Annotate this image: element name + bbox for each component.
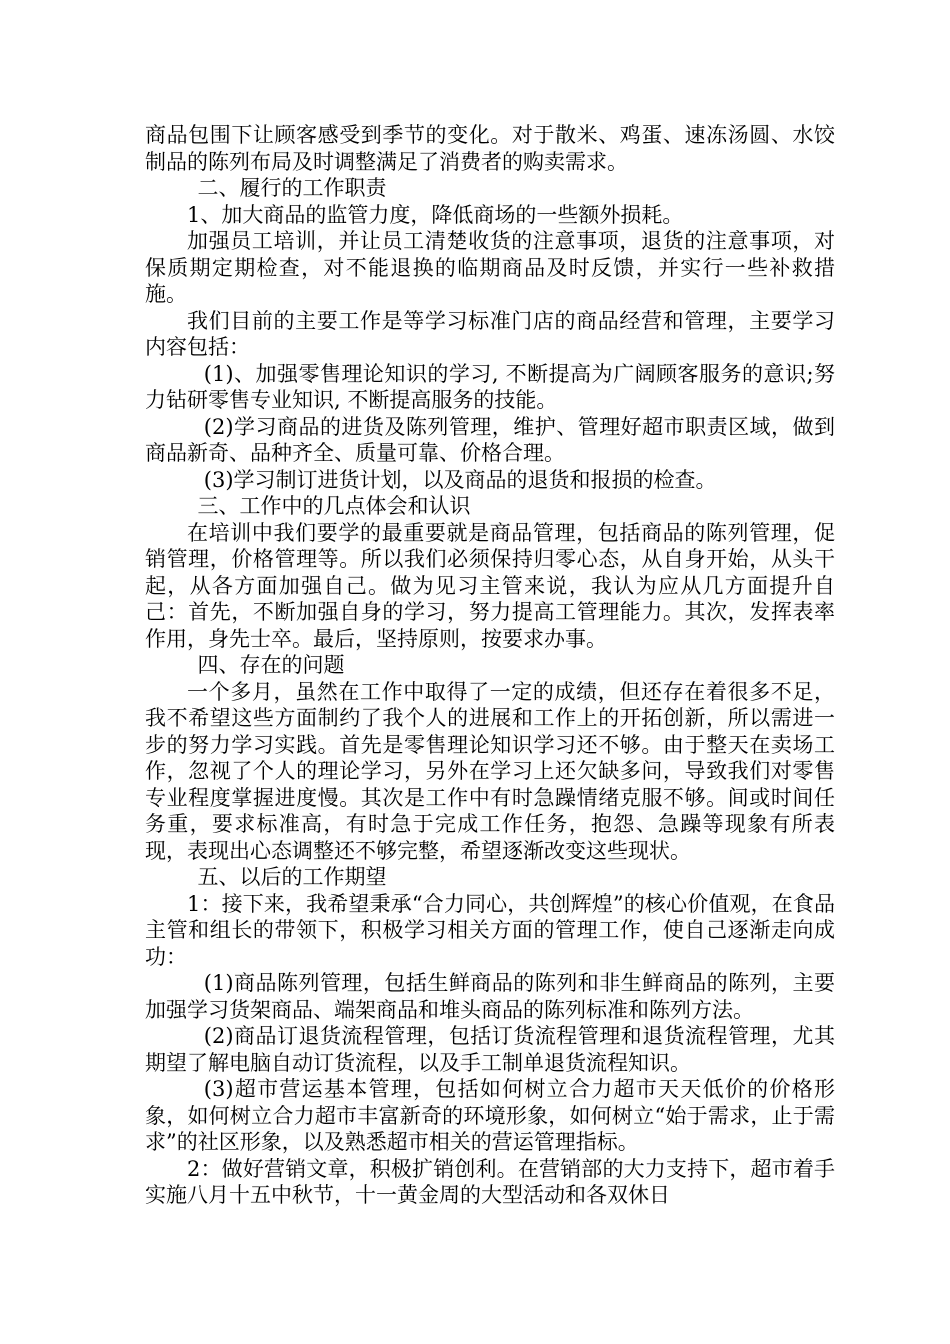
paragraph-3: 1、加大商品的监管力度，降低商场的一些额外损耗。 bbox=[187, 202, 684, 227]
paragraph-4: 加强员工培训，并让员工清楚收货的注意事项，退货的注意事项，对保质期定期检查，对不能退换的临期商品及时反馈，并实行一些补救措施。 bbox=[145, 229, 835, 306]
document-page bbox=[145, 122, 835, 1209]
paragraph-18: 2：做好营销文章，积极扩销创利。在营销部的大力支持下，超市着手实施八月十五中秋节，十一黄金周的大型活动和各双休日 bbox=[145, 1156, 835, 1207]
list-item-6: (1)、加强零售理论知识的学习, 不断提高为广阔顾客服务的意识;努力钻研零售专业知识, 不断提高服务的技能。 bbox=[145, 361, 835, 412]
section-heading-13: 五、以后的工作期望 bbox=[197, 865, 387, 889]
list-item-16: (2)商品订退货流程管理，包括订货流程管理和退货流程管理，尤其期望了解电脑自动订货流程，以及手工制单退货流程知识。 bbox=[145, 1024, 835, 1075]
section-heading-2: 二、履行的工作职责 bbox=[197, 176, 387, 200]
list-item-15: (1)商品陈列管理，包括生鲜商品的陈列和非生鲜商品的陈列，主要加强学习货架商品、端架商品和堆头商品的陈列标准和陈列方法。 bbox=[145, 971, 835, 1022]
paragraph-14: 1：接下来，我希望秉承“合力同心，共创辉煌”的核心价值观，在食品主管和组长的带领下，积极学习相关方面的管理工作，使自己逐渐走向成功： bbox=[145, 891, 835, 969]
section-heading-9: 三、工作中的几点体会和认识 bbox=[197, 494, 471, 518]
paragraph-10: 在培训中我们要学的最重要就是商品管理，包括商品的陈列管理，促销管理，价格管理等。所以我们必须保持归零心态，从自身开始，从头干起，从各方面加强自己。做为见习主管来说，我认为应从几方面提升自己：首先，不断加强自身的学习，努力提高工管理能力。其次，发挥表率作用，身先士卒。最后，坚持原则，按要求办事。 bbox=[145, 520, 835, 651]
list-item-8: (3)学习制订进货计划，以及商品的退货和报损的检查。 bbox=[203, 467, 717, 492]
paragraph-12: 一个多月，虽然在工作中取得了一定的成绩，但还存在着很多不足，我不希望这些方面制约了我个人的进展和工作上的开拓创新，所以需进一步的努力学习实践。首先是零售理论知识学习还不够。由于整天在卖场工作，忽视了个人的理论学习，另外在学习上还欠缺多问，导致我们对零售专业程度掌握进度慢。其次是工作中有时急躁情绪克服不够。间或时间任务重，要求标准高，有时急于完成工作任务，抱怨、急躁等现象有所表现，表现出心态调整还不够完整，希望逐渐改变这些现状。 bbox=[145, 679, 835, 863]
section-heading-11: 四、存在的问题 bbox=[197, 653, 345, 677]
list-item-17: (3)超市营运基本管理，包括如何树立合力超市天天低价的价格形象，如何树立合力超市丰富新奇的环境形象，如何树立“始于需求，止于需求”的社区形象，以及熟悉超市相关的营运管理指标。 bbox=[145, 1077, 835, 1154]
paragraph-1: 商品包围下让顾客感受到季节的变化。对于散米、鸡蛋、速冻汤圆、水饺制品的陈列布局及时调整满足了消费者的购卖需求。 bbox=[145, 123, 835, 174]
paragraph-5: 我们目前的主要工作是等学习标准门店的商品经营和管理，主要学习内容包括： bbox=[145, 308, 835, 359]
list-item-7: (2)学习商品的进货及陈列管理，维护、管理好超市职责区域，做到商品新奇、品种齐全、质量可靠、价格合理。 bbox=[145, 414, 835, 465]
